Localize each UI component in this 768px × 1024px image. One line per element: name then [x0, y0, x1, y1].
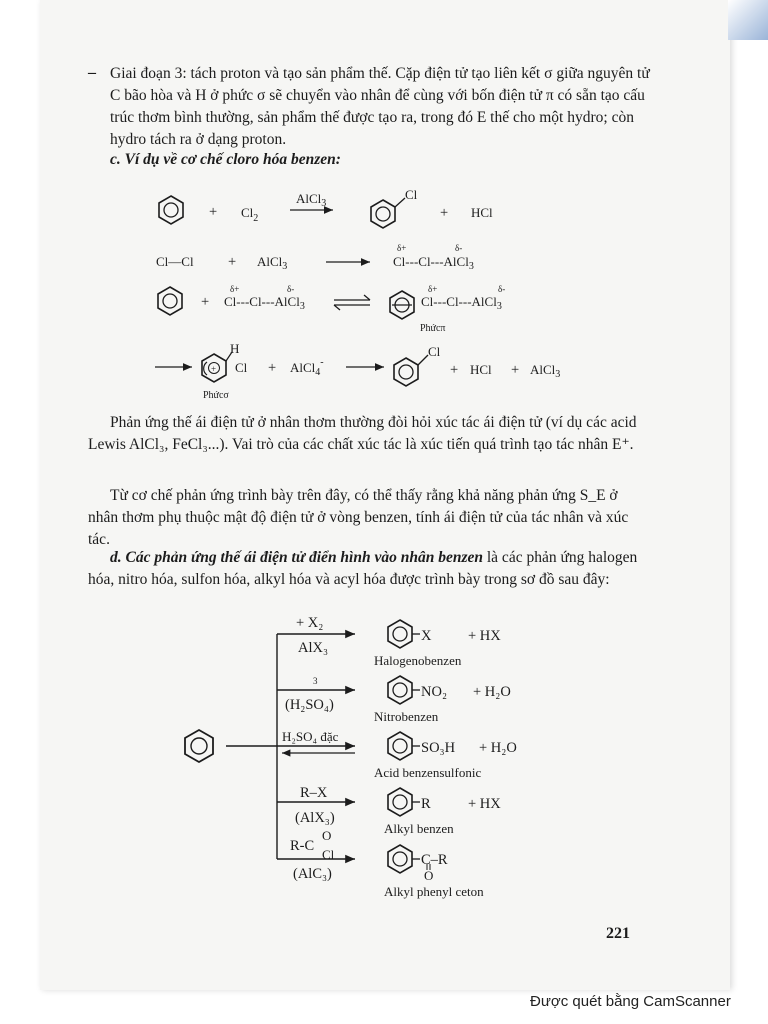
- complex-text: Cl---Cl---AlCl: [421, 294, 497, 309]
- ketone-oxygen: O: [424, 868, 434, 883]
- alcl3-label: [257, 254, 287, 272]
- complex-text: Cl---Cl---AlCl: [393, 254, 469, 269]
- plus-sign: +: [228, 254, 237, 270]
- delta-minus: δ-: [287, 284, 295, 294]
- alcl4-charge: -: [320, 357, 324, 368]
- plus-sign: +: [209, 204, 218, 220]
- delta-plus: δ+: [428, 284, 438, 294]
- alkylbenzene-name: Alkyl benzen: [384, 821, 454, 836]
- cl2-subscript: 2: [253, 213, 259, 224]
- polarized-complex: [224, 294, 305, 312]
- sulfonation-reagent: H₂SO₄ đặc: [282, 729, 339, 744]
- sigma-complex-label: Phứcσ: [203, 390, 229, 401]
- section-d-text: là các phản ứng halogen hóa, nitro hóa, sulfon hóa, alkyl hóa và acyl hóa được trình bày trong sơ đồ sau đây:: [88, 549, 638, 588]
- catalyst-subscript: 3: [321, 198, 327, 209]
- page-number: 221: [606, 925, 630, 942]
- complex-subscript: 3: [468, 261, 474, 272]
- alkylation-reagent: R–X: [300, 785, 328, 801]
- halogenation-byproduct: + HX: [468, 628, 501, 644]
- paragraph-catalyst: Phản ứng thế ái điện tử ở nhân thơm thường đòi hỏi xúc tác ái điện tử (ví dụ các acid Lewis AlCl₃, FeCl₃...). Vai trò của các chất xúc tác là xúc tiến quá trình tạo tác nhân E⁺.: [88, 414, 637, 453]
- delta-minus: δ-: [498, 284, 506, 294]
- alcl4-label: [290, 357, 324, 378]
- section-c-title: c. Ví dụ về cơ chế cloro hóa benzen:: [110, 151, 341, 168]
- catalyst-label: [296, 191, 326, 209]
- section-d-title: d. Các phản ứng thế ái điện tử điển hình vào nhân benzen: [110, 549, 483, 566]
- alcl4-subscript: 4: [315, 367, 321, 378]
- polarized-complex: [393, 254, 474, 272]
- hcl-label: HCl: [470, 362, 492, 377]
- halogen-substituent: X: [421, 628, 432, 644]
- pi-complex-label: Phứcπ: [420, 323, 446, 334]
- pi-complex-ring-icon: [390, 291, 414, 319]
- plus-sign: +: [440, 205, 449, 221]
- nitration-reagent: 3: [313, 676, 318, 686]
- delta-plus: δ+: [397, 243, 407, 253]
- nitration-byproduct: + H₂O: [473, 684, 511, 700]
- clcl-label: Cl—Cl: [156, 254, 194, 269]
- catalyst-text: AlCl: [296, 191, 322, 206]
- benzene-ring-icon: [185, 730, 213, 762]
- cl-substituent: Cl: [405, 187, 418, 202]
- nitration-catalyst: (H₂SO₄): [285, 697, 334, 713]
- halogenation-catalyst: AlX₃: [298, 640, 329, 656]
- plus-sign: +: [511, 362, 520, 378]
- nitrobenzene-name: Nitrobenzen: [374, 709, 439, 724]
- chlorobenzene-ring-icon: [371, 198, 405, 228]
- paragraph-stage3: Giai đoạn 3: tách proton và tạo sản phẩm thế. Cặp điện tử tạo liên kết σ giữa nguyên tử C bão hòa và H ở phức σ sẽ chuyển vào nhân để cùng với bốn điện tử π có sẵn tạo cấu trúc thơm bình thường, sản phẩm thế được tạo ra, trong đó E thế cho một hydro; còn hydro tách ra ở dạng proton.: [110, 65, 650, 148]
- hcl-label: HCl: [471, 205, 493, 220]
- acyl-oxygen: O: [322, 828, 332, 843]
- alcl3-text: AlCl: [257, 254, 283, 269]
- nitro-substituent: NO₂: [421, 684, 447, 700]
- complex-text: Cl---Cl---AlCl: [224, 294, 300, 309]
- sulfonation-byproduct: + H₂O: [479, 740, 517, 756]
- plus-sign: +: [201, 294, 210, 310]
- alcl3-label: [530, 362, 560, 380]
- sulfonic-substituent: SO₃H: [421, 740, 456, 756]
- paragraph-mechanism: Từ cơ chế phản ứng trình bày trên đây, có thể thấy rằng khả năng phản ứng S_E ở nhân thơm phụ thuộc mật độ điện tử ở vòng benzen, tính ái điện tử của tác nhân và xúc tác.: [88, 487, 629, 548]
- nitrobenzene-ring-icon: [388, 676, 420, 704]
- paragraph-section-d: [88, 547, 648, 591]
- equilibrium-arrow-icon: [334, 295, 370, 310]
- alcl3-subscript: 3: [555, 369, 561, 380]
- acylation-reagent: R-C: [290, 838, 315, 854]
- plus-sign: +: [268, 360, 277, 376]
- sulfonic-acid-ring-icon: [388, 732, 420, 760]
- alcl4-text: AlCl: [290, 360, 316, 375]
- alcl3-subscript: 3: [282, 261, 288, 272]
- benzene-ring-icon: [158, 287, 182, 315]
- halogenobenzene-ring-icon: [388, 620, 420, 648]
- delta-plus: δ+: [230, 284, 240, 294]
- camscanner-watermark: Được quét bằng CamScanner: [530, 993, 731, 1010]
- halogenation-reagent: + X₂: [296, 615, 324, 631]
- complex-subscript: 3: [299, 301, 305, 312]
- acyl-substituent: C–R: [421, 852, 448, 868]
- cl2-text: Cl: [241, 205, 254, 220]
- plus-sign: +: [450, 362, 459, 378]
- acyl-chlorine: Cl: [322, 847, 335, 862]
- bullet-dash: –: [88, 64, 96, 81]
- benzene-ring-icon: [159, 196, 183, 224]
- polarized-complex: [421, 294, 502, 312]
- alkylation-byproduct: + HX: [468, 796, 501, 812]
- cl-label: Cl: [235, 360, 248, 375]
- alkylation-catalyst: (AlX₃): [295, 810, 335, 826]
- alkylbenzene-ring-icon: [388, 788, 420, 816]
- ring-positive-charge: +: [211, 364, 217, 374]
- acylation-catalyst: (AlC₃): [293, 866, 332, 882]
- chlorine-label: [241, 205, 258, 224]
- alcl3-text: AlCl: [530, 362, 556, 377]
- phenyl-ketone-name: Alkyl phenyl ceton: [384, 884, 484, 899]
- h-label: H: [230, 341, 240, 356]
- complex-subscript: 3: [496, 301, 502, 312]
- delta-minus: δ-: [455, 243, 463, 253]
- cl-substituent: Cl: [428, 344, 441, 359]
- chlorobenzene-ring-icon: [394, 355, 428, 386]
- sigma-complex-ring-icon: [202, 352, 232, 382]
- alkyl-substituent: R: [421, 796, 431, 812]
- halogenobenzene-name: Halogenobenzen: [374, 653, 462, 668]
- sulfonic-acid-name: Acid benzensulfonic: [374, 765, 482, 780]
